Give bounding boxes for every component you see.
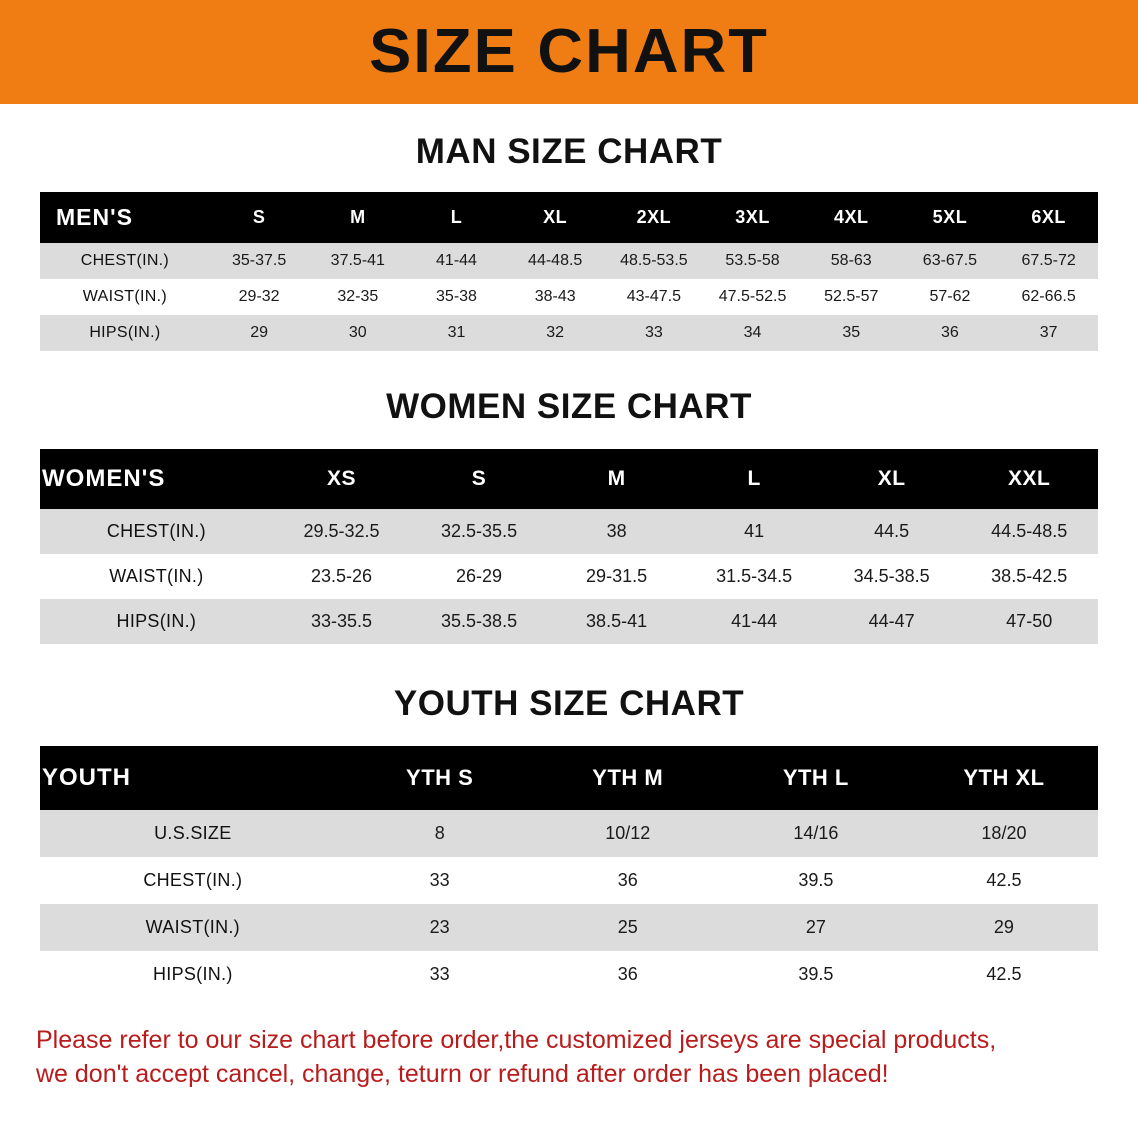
women-row0-cell0: 29.5-32.5 (273, 509, 411, 554)
women-row2-cell2: 38.5-41 (548, 599, 686, 644)
man-row1-cell2: 35-38 (407, 279, 506, 315)
man-row1-cell5: 47.5-52.5 (703, 279, 802, 315)
youth-row2-cell1: 25 (534, 904, 722, 951)
man-row0-cell0: 35-37.5 (210, 243, 309, 279)
youth-row1-cell2: 39.5 (722, 857, 910, 904)
man-row2-cell2: 31 (407, 315, 506, 351)
women-row2-cell0: 33-35.5 (273, 599, 411, 644)
table-header-row (40, 746, 1098, 810)
youth-row2-cell2: 27 (722, 904, 910, 951)
man-row2-cell1: 30 (308, 315, 407, 351)
page-title: SIZE CHART (369, 17, 769, 86)
women-row2-label: HIPS(IN.) (40, 599, 273, 644)
disclaimer-line-2: we don't accept cancel, change, teturn or refund after order has been placed! (36, 1059, 889, 1088)
man-row2-label: HIPS(IN.) (40, 315, 210, 351)
youth-header-cell-3: YTH L (722, 746, 910, 810)
women-row1-cell2: 29-31.5 (548, 554, 686, 599)
youth-header-cell-0: YOUTH (40, 746, 346, 810)
youth-row3-cell2: 39.5 (722, 951, 910, 998)
man-row1-cell4: 43-47.5 (605, 279, 704, 315)
women-table-wrap (0, 449, 1138, 644)
women-header-cell-1: XS (273, 449, 411, 509)
youth-row0-cell0: 8 (346, 810, 534, 857)
man-row0-cell5: 53.5-58 (703, 243, 802, 279)
women-row0-cell5: 44.5-48.5 (960, 509, 1098, 554)
man-row2-cell8: 37 (999, 315, 1098, 351)
women-header-cell-5: XL (823, 449, 961, 509)
man-header-cell-2: M (308, 192, 407, 243)
women-row1-cell4: 34.5-38.5 (823, 554, 961, 599)
man-row0-cell2: 41-44 (407, 243, 506, 279)
youth-row3-cell0: 33 (346, 951, 534, 998)
youth-size-table (40, 746, 1098, 998)
women-row1-cell3: 31.5-34.5 (685, 554, 823, 599)
youth-header-cell-4: YTH XL (910, 746, 1098, 810)
man-row2-cell6: 35 (802, 315, 901, 351)
youth-row0-cell3: 18/20 (910, 810, 1098, 857)
youth-row1-label: CHEST(IN.) (40, 857, 346, 904)
youth-row0-label: U.S.SIZE (40, 810, 346, 857)
table-header-row (40, 192, 1098, 243)
table-row (40, 810, 1098, 857)
table-row (40, 554, 1098, 599)
man-row2-cell0: 29 (210, 315, 309, 351)
table-row (40, 599, 1098, 644)
man-row0-cell1: 37.5-41 (308, 243, 407, 279)
man-row2-cell4: 33 (605, 315, 704, 351)
page-banner (0, 0, 1138, 104)
man-header-cell-9: 6XL (999, 192, 1098, 243)
women-row0-cell1: 32.5-35.5 (410, 509, 548, 554)
youth-table-wrap (0, 746, 1138, 998)
women-row2-cell5: 47-50 (960, 599, 1098, 644)
women-header-cell-0: WOMEN'S (40, 449, 273, 509)
women-row0-label: CHEST(IN.) (40, 509, 273, 554)
youth-row1-cell3: 42.5 (910, 857, 1098, 904)
youth-row2-label: WAIST(IN.) (40, 904, 346, 951)
women-row2-cell3: 41-44 (685, 599, 823, 644)
women-row1-cell1: 26-29 (410, 554, 548, 599)
man-header-cell-1: S (210, 192, 309, 243)
women-header-cell-4: L (685, 449, 823, 509)
women-table-body (40, 509, 1098, 644)
youth-row0-cell1: 10/12 (534, 810, 722, 857)
youth-row2-cell0: 23 (346, 904, 534, 951)
table-row (40, 279, 1098, 315)
women-header-cell-3: M (548, 449, 686, 509)
man-row0-cell7: 63-67.5 (901, 243, 1000, 279)
man-table-body (40, 243, 1098, 351)
man-header-cell-5: 2XL (605, 192, 704, 243)
women-row2-cell4: 44-47 (823, 599, 961, 644)
women-header-cell-2: S (410, 449, 548, 509)
women-row1-cell0: 23.5-26 (273, 554, 411, 599)
man-header-cell-8: 5XL (901, 192, 1000, 243)
women-row1-label: WAIST(IN.) (40, 554, 273, 599)
youth-row2-cell3: 29 (910, 904, 1098, 951)
man-header-cell-4: XL (506, 192, 605, 243)
women-header-cell-6: XXL (960, 449, 1098, 509)
man-row0-label: CHEST(IN.) (40, 243, 210, 279)
man-row1-cell8: 62-66.5 (999, 279, 1098, 315)
man-row2-cell7: 36 (901, 315, 1000, 351)
man-header-cell-7: 4XL (802, 192, 901, 243)
man-row0-cell3: 44-48.5 (506, 243, 605, 279)
table-header-row (40, 449, 1098, 509)
man-row2-cell5: 34 (703, 315, 802, 351)
women-size-table (40, 449, 1098, 644)
youth-row3-cell3: 42.5 (910, 951, 1098, 998)
table-row (40, 243, 1098, 279)
man-row2-cell3: 32 (506, 315, 605, 351)
disclaimer-note (36, 1024, 1102, 1092)
table-row (40, 951, 1098, 998)
youth-header-cell-1: YTH S (346, 746, 534, 810)
man-section-title: MAN SIZE CHART (415, 132, 723, 171)
youth-header-cell-2: YTH M (534, 746, 722, 810)
man-row0-cell4: 48.5-53.5 (605, 243, 704, 279)
youth-section-title: YOUTH SIZE CHART (393, 684, 745, 723)
disclaimer-line-1: Please refer to our size chart before order,the customized jerseys are special products, (36, 1026, 997, 1054)
man-row1-cell0: 29-32 (210, 279, 309, 315)
women-table-head (40, 449, 1098, 509)
youth-row0-cell2: 14/16 (722, 810, 910, 857)
youth-row1-cell0: 33 (346, 857, 534, 904)
man-row1-cell6: 52.5-57 (802, 279, 901, 315)
women-row0-cell4: 44.5 (823, 509, 961, 554)
man-size-table (40, 192, 1098, 351)
table-row (40, 509, 1098, 554)
youth-row3-cell1: 36 (534, 951, 722, 998)
women-row0-cell2: 38 (548, 509, 686, 554)
women-section-title: WOMEN SIZE CHART (386, 387, 752, 426)
women-row0-cell3: 41 (685, 509, 823, 554)
man-row0-cell6: 58-63 (802, 243, 901, 279)
man-row0-cell8: 67.5-72 (999, 243, 1098, 279)
man-row1-cell7: 57-62 (901, 279, 1000, 315)
youth-row3-label: HIPS(IN.) (40, 951, 346, 998)
women-row2-cell1: 35.5-38.5 (410, 599, 548, 644)
man-row1-cell1: 32-35 (308, 279, 407, 315)
man-header-cell-0: MEN'S (40, 192, 210, 243)
youth-table-body (40, 810, 1098, 998)
women-row1-cell5: 38.5-42.5 (960, 554, 1098, 599)
man-row1-label: WAIST(IN.) (40, 279, 210, 315)
man-header-cell-3: L (407, 192, 506, 243)
youth-row1-cell1: 36 (534, 857, 722, 904)
table-row (40, 857, 1098, 904)
man-row1-cell3: 38-43 (506, 279, 605, 315)
table-row (40, 904, 1098, 951)
man-table-wrap (0, 192, 1138, 351)
man-table-head (40, 192, 1098, 243)
man-header-cell-6: 3XL (703, 192, 802, 243)
table-row (40, 315, 1098, 351)
youth-table-head (40, 746, 1098, 810)
